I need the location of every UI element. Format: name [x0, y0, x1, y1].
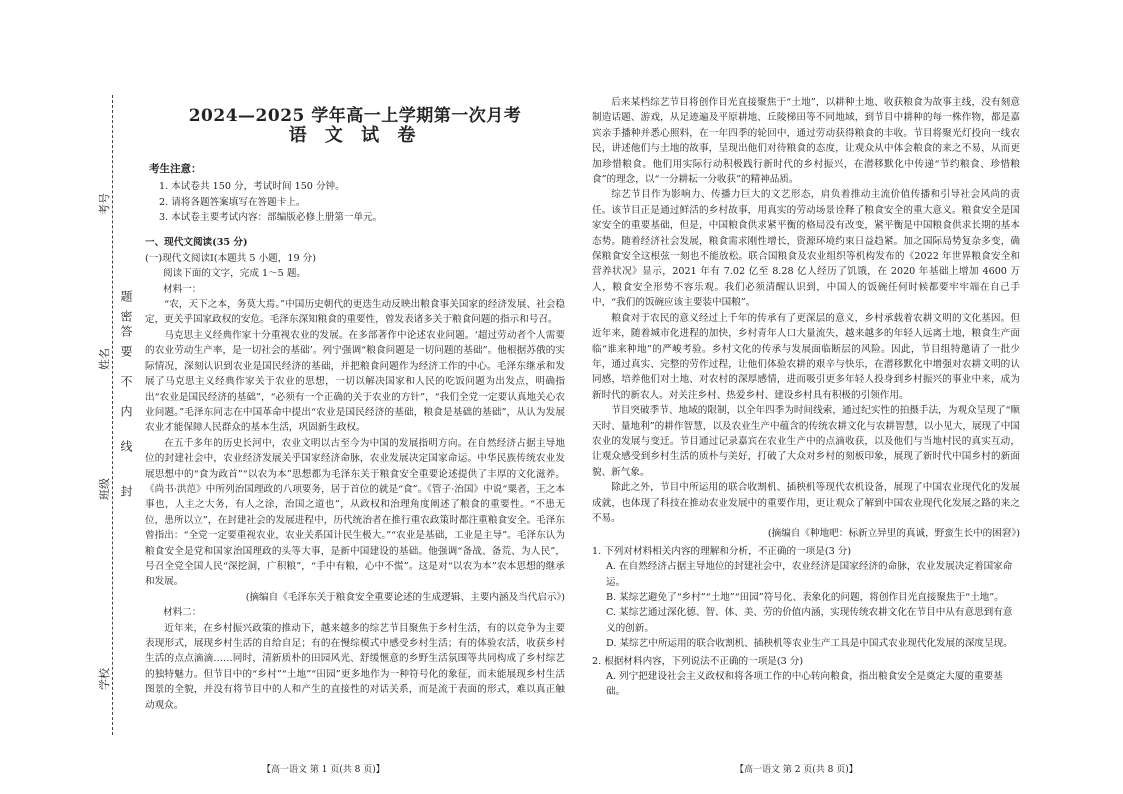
- banji-label: 班级: [98, 478, 111, 500]
- subject-title: 语 文 试 卷: [288, 125, 422, 147]
- material1-para: “农，天下之本，务莫大焉。”中国历史朝代的更迭生动反映出粮食事关国家的经济发展、社会稳定，更关乎国家政权的安危。毛泽东深知粮食的重要性，曾发表诸多关于粮食问题的指示和号召。: [145, 299, 565, 326]
- notice-item: 2. 请将各题答案填写在答题卡上。: [159, 196, 306, 208]
- section-heading: 一、现代文阅读(35 分): [145, 237, 248, 249]
- material2-para: 近年来，在乡村振兴政策的推动下，越来越多的综艺节目聚焦于乡村生活，有的以竞争为主要表现形式，展现乡村生活的自给自足；有的在慢综模式中感受乡村生活；有的体验农活，收获乡村生活的点点滴滴……同时，清新质朴的田园风光、舒缓惬意的乡野生活氛围等共同构成了乡村综艺的独特魅力。但节目中的“乡村”“土地”“田园”更多地作为一种符号化的象征，而未能展现乡村生活图景的全貌，并没有将节目中的人和产生的直接性的对话关系，而是流于表面的形式，难以真正触动观众。: [145, 622, 565, 711]
- subsection-heading: (一)现代文阅读Ⅰ(本题共 5 小题，19 分): [145, 252, 316, 264]
- left-column: [145, 95, 565, 713]
- material2-para: 粮食对于农民的意义经过上千年的传承有了更深层的意义，乡村承载着农耕文明的文化基因。但近年来，随着城市化进程的加快，乡村青年人口大量流失，越来越多的年轻人远离土地，粮食生产面临“谁来种地”的严峻考验。乡村文化的传承与发展面临断层的风险。因此，节目组特邀请了一批少年，通过真实、完整的劳作过程，让他们体验农耕的艰辛与快乐，在潜移默化中增强对农耕文明的认同感，培养他们对土地、对农村的深厚感情，进而吸引更多年轻人投身到乡村振兴的事业中来，成为新时代的新农人。对关注乡村、热爱乡村、建设乡村具有积极的引领作用。: [592, 312, 1020, 401]
- seal-char: 答: [119, 325, 133, 337]
- notice-heading: 考生注意：: [149, 162, 202, 175]
- seal-char: 内: [119, 405, 133, 417]
- seal-char: 题: [119, 290, 133, 302]
- binding-strip: [0, 0, 133, 794]
- question-1-option-d: D. 某综艺中所运用的联合收割机、插秧机等农业生产工具是中国式农业现代化发展的深度呈现。: [606, 638, 1013, 650]
- material1-para: 在五千多年的历史长河中，农业文明以古至今为中国的发展指明方向。在自然经济占据主导地位的封建社会中，农业经济发展关乎国家经济命脉，农业发展决定国家命运。中华民族传统农业发展思想中的“食为政首”“以农为本”思想都为毛泽东关于粮食安全重要论述提供了丰厚的文化滋养。《尚书·洪范》中所列治国理政的八项要务，居于首位的就是“食”。《管子·治国》中说“粟者，王之本事也，人主之大务，有人之涂，治国之道也”，从政权和治理角度阐述了粮食的重要性。“不患无位，患所以立”，在封建社会的发展进程中，历代统治者在推行重农政策时都注重粮食安全。毛泽东曾指出：“全党一定要重视农业，农业关系国计民生极大。”“农业是基础，工业是主导”。毛泽东认为粮食安全是党和国家治国理政的头等大事，是新中国建设的基础。他强调“备战、备荒、为人民”，号召全党全国人民“深挖洞，广积粮”，“手中有粮，心中不慌”。这是对“以农为本”农本思想的继承和发展。: [145, 437, 565, 588]
- seal-line: [112, 95, 113, 735]
- material2-source: (摘编自《种地吧：标新立异里的真诚，野蛮生长中的困窘》): [767, 528, 1020, 540]
- question-1-stem: 1. 下列对材料相关内容的理解和分析，不正确的一项是(3 分): [592, 545, 852, 557]
- material1-label: 材料一：: [163, 283, 202, 295]
- notice-item: 1. 本试卷共 150 分，考试时间 150 分钟。: [159, 181, 345, 193]
- question-2-stem: 2. 根据材料内容，下列说法不正确的一项是(3 分): [592, 655, 804, 667]
- material2-para: 除此之外，节目中所运用的联合收割机、插秧机等现代农机设备，展现了中国农业现代化的发展成就，也体现了科技在推动农业发展中的重要作用，更让观众了解到中国农业现代化发展之路的来之不易。: [592, 482, 1020, 524]
- footer-right: 【高一语文 第 2 页(共 8 页)】: [735, 765, 858, 775]
- xuexiao-label: 学校: [98, 668, 111, 690]
- seal-char: 要: [119, 345, 133, 357]
- question-1-option-b: B. 某综艺避免了“乡村”“土地”“田园”符号化、表象化的问题，将创作目光直接聚焦于“土地”。: [606, 592, 1004, 603]
- question-1-option-a: A. 在自然经济占据主导地位的封建社会中，农业经济是国家经济的命脉，农业发展决定着国家命运。: [606, 561, 1013, 588]
- seal-char: 线: [119, 440, 133, 452]
- material2-label: 材料二：: [163, 607, 202, 619]
- question-2-option-a: A. 列宁把建设社会主义政权和将各项工作的中心转向粮食，指出粮食安全是奠定大厦的重要基础。: [606, 671, 1003, 698]
- notice-item: 3. 本试卷主要考试内容：部编版必修上册第一单元。: [159, 212, 383, 224]
- seal-char: 不: [119, 375, 133, 387]
- material2-para: 后来某档综艺节目将创作目光直接聚焦于“土地”，以耕种土地、收获粮食为故事主线，没有刻意制造话题、游戏，从足迹遍及平原耕地、丘陵梯田等不同地域，到节目中耕种的每一株作物，都是嘉宾亲手播种并悉心照料，在一年四季的轮回中，通过劳动获得粮食的丰收。节目将聚光灯投向一线农民，讲述他们与土地的故事，呈现出他们对待粮食的态度，让观众从中体会粮食的来之不易，从而更加珍惜粮食。他们用实际行动积极践行新时代的乡村振兴，在潜移默化中传递“节约粮食、珍惜粮食”的理念，以“一分耕耘一分收获”的精神品质。: [592, 97, 1020, 186]
- material2-para: 节目突破季节、地域的限制，以全年四季为时间线索，通过纪实性的拍摄手法，为观众呈现了“顺天时、量地利”的耕作智慧，以及农业生产中蕴含的传统农耕文化与农耕智慧，以小见大，展现了中国农业的发展与变迁。节目通过记录嘉宾在农业生产中的点滴收获，以及他们与当地村民的真实互动，让观众感受到乡村生活的质朴与美好，打破了大众对乡村的刻板印象，展现了新时代中国乡村的新面貌、新气象。: [592, 405, 1020, 478]
- exam-title: 2024—2025 学年高一上学期第一次月考: [188, 106, 522, 126]
- instruction: 阅读下面的文字，完成 1～5 题。: [163, 268, 307, 280]
- material1-source: (摘编自《毛泽东关于粮食安全重要论述的生成逻辑、主要内涵及当代启示》): [245, 591, 565, 603]
- kaohao-label: 考号: [98, 193, 111, 215]
- question-1-option-c: C. 某综艺通过深化德、智、体、美、劳的价值内涵，实现传统农耕文化在节目中从有意思到有意义的创新。: [606, 607, 1013, 634]
- seal-char: 封: [119, 485, 133, 497]
- xingming-label: 姓名: [98, 348, 111, 370]
- right-column: [592, 95, 1020, 700]
- material1-para: 马克思主义经典作家十分重视农业的发展。在多部著作中论述农业问题。‘超过劳动者个人需要的农业劳动生产率，是一切社会的基础’。列宁强调“粮食问题是一切问题的基础”。他根据苏俄的实际情况，深刻认识到农业是国民经济的基础，并把粮食问题作为经济工作的中心。毛泽东继承和发展了马克思主义经典作家关于农业的思想，一切以解决国家和人民的吃饭问题为出发点，明确指出“农业是国民经济的基础”，“必须有一个正确的关于农业的方针”，“我们全党一定要认真地关心农业问题。”毛泽东同志在中国革命中提出“农业是国民经济的基础，粮食是基础的基础”，从认为发展农业才能保障人民群众的基本生活，巩固新生政权。: [145, 329, 565, 434]
- material2-para: 综艺节目作为影响力、传播力巨大的文艺形态，肩负着推动主流价值传播和引导社会风尚的责任。该节目正是通过鲜活的乡村故事，用真实的劳动场景诠释了粮食安全的重大意义。粮食安全是国家安全的重要基础，但是，中国粮食供求紧平衡的格局没有改变，紧平衡是中国粮食供求长期的基本态势。随着经济社会发展，粮食需求刚性增长，资源环境约束日益趋紧。加之国际局势复杂多变，确保粮食安全这根弦一刻也不能放松。联合国粮食及农业组织等机构发布的《2022 年世界粮食安全和营养状况》显示，2021 年有 7.02 亿至 8.28 亿人经历了饥饿，在 2020 年基础上增加 4600 万人，粮食安全形势不容乐观。我们必须清醒认识到，中国人的饭碗任何时候都要牢牢端在自己手中，“我们的饭碗应该主要装中国粮”。: [592, 189, 1020, 309]
- seal-char: 密: [119, 310, 133, 322]
- footer-left: 【高一语文 第 1 页(共 8 页)】: [262, 765, 385, 775]
